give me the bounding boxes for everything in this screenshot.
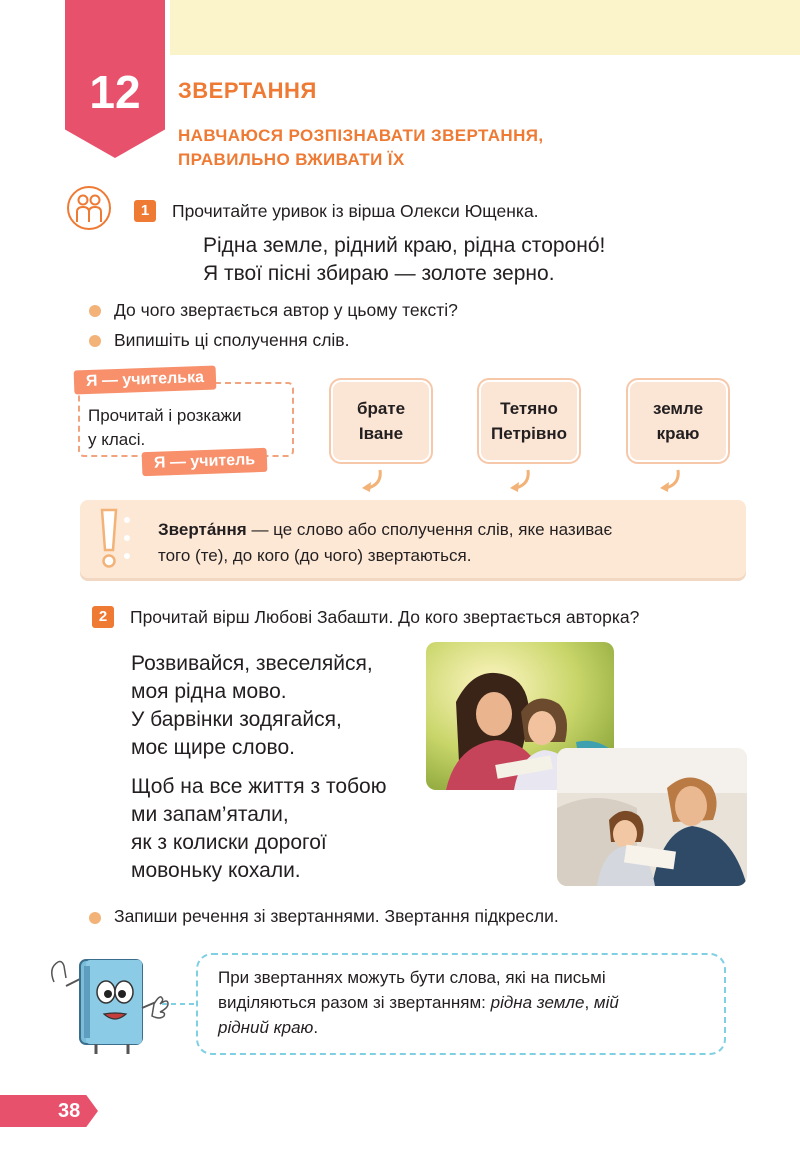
hint-line xyxy=(218,990,710,1015)
page-number: 38 xyxy=(58,1100,81,1122)
bullet-icon xyxy=(89,335,101,347)
poem-line: У барвінки зодягайся, xyxy=(131,708,342,731)
photo-father-son xyxy=(557,748,747,886)
poem-line: як з колиски дорогої xyxy=(131,831,327,854)
task-2-write-instruction: Запиши речення зі звертаннями. Звертання підкресли. xyxy=(114,906,559,926)
exclamation-icon xyxy=(96,506,136,572)
word-card xyxy=(630,382,726,460)
book-mascot-icon xyxy=(44,952,174,1056)
task-2-instruction: Прочитай вірш Любові Забашти. До кого звертається авторка? xyxy=(130,607,640,627)
word-card-line: Іване xyxy=(358,424,404,443)
word-card-line: краю xyxy=(656,424,700,443)
header-band xyxy=(170,0,800,55)
curved-arrow-icon xyxy=(358,468,386,494)
hint-example: рідна земле xyxy=(490,993,585,1012)
lesson-goal-line-1: НАВЧАЮСЯ РОЗПІЗНАВАТИ ЗВЕРТАННЯ, xyxy=(178,126,544,145)
hint-line: При звертаннях можуть бути слова, які на письмі xyxy=(218,968,606,987)
poem-line: мовоньку кохали. xyxy=(131,859,301,882)
word-card xyxy=(481,382,577,460)
task-2-stanza-2 xyxy=(131,773,386,885)
poem-line: моє щире слово. xyxy=(131,736,295,759)
bullet-icon xyxy=(89,305,101,317)
rule-definition xyxy=(158,517,728,569)
teacher-note-text xyxy=(88,404,242,452)
rule-definition-line: того (те), до кого (до чого) звертаються. xyxy=(158,546,472,565)
poem-line: ми запам’ятали, xyxy=(131,803,289,826)
question-2: Випишіть ці сполучення слів. xyxy=(114,330,350,350)
teacher-note-line: Прочитай і розкажи xyxy=(88,406,242,425)
pair-work-icon xyxy=(67,186,111,230)
dashed-connector xyxy=(160,998,198,1010)
poem-line: моя рідна мово. xyxy=(131,680,287,703)
word-card-line: Петрівно xyxy=(491,424,567,443)
page-number-bar xyxy=(0,1095,98,1127)
word-card-line: Тетяно xyxy=(500,399,558,418)
hint-example: рідний краю xyxy=(218,1018,314,1037)
lesson-goal-line-2: ПРАВИЛЬНО ВЖИВАТИ ЇХ xyxy=(178,150,405,169)
poem-line: Я твої пісні збираю — золоте зерно. xyxy=(203,262,555,285)
curved-arrow-icon xyxy=(656,468,684,494)
task-1-instruction: Прочитайте уривок із вірша Олекси Ющенка. xyxy=(172,201,539,221)
word-card-line: земле xyxy=(652,399,704,418)
word-card-line: брате xyxy=(356,399,406,418)
word-card xyxy=(333,382,429,460)
hint-text xyxy=(218,965,710,1040)
rule-definition-part: — це слово або сполучення слів, яке називає xyxy=(246,520,613,539)
hint-period: . xyxy=(313,1018,319,1037)
hint-line-part: виділяються разом зі звертанням: xyxy=(218,993,491,1012)
poem-line: Розвивайся, звеселяйся, xyxy=(131,652,373,675)
poem-line: Щоб на все життя з тобою xyxy=(131,775,387,798)
task-1-badge: 1 xyxy=(134,200,156,222)
lesson-goal xyxy=(178,124,544,172)
teacher-note-line: у класі. xyxy=(88,430,146,449)
question-1: До чого звертається автор у цьому тексті? xyxy=(114,300,458,320)
hint-line xyxy=(218,1015,710,1040)
task-1-poem xyxy=(203,232,605,288)
lesson-title: ЗВЕРТАННЯ xyxy=(178,78,317,103)
hint-example: мій xyxy=(593,993,619,1012)
tag-teacher-female: Я — учителька xyxy=(74,366,217,395)
poem-line: Рідна земле, рідний краю, рідна стороно́! xyxy=(203,234,606,257)
tag-teacher-male: Я — учитель xyxy=(142,448,268,476)
rule-term: Зверта́ння xyxy=(158,520,247,539)
curved-arrow-icon xyxy=(506,468,534,494)
task-2-stanza-1 xyxy=(131,650,373,762)
hint-comma: , xyxy=(584,993,594,1012)
task-2-badge: 2 xyxy=(92,606,114,628)
lesson-number: 12 xyxy=(89,66,141,118)
bullet-icon xyxy=(89,912,101,924)
